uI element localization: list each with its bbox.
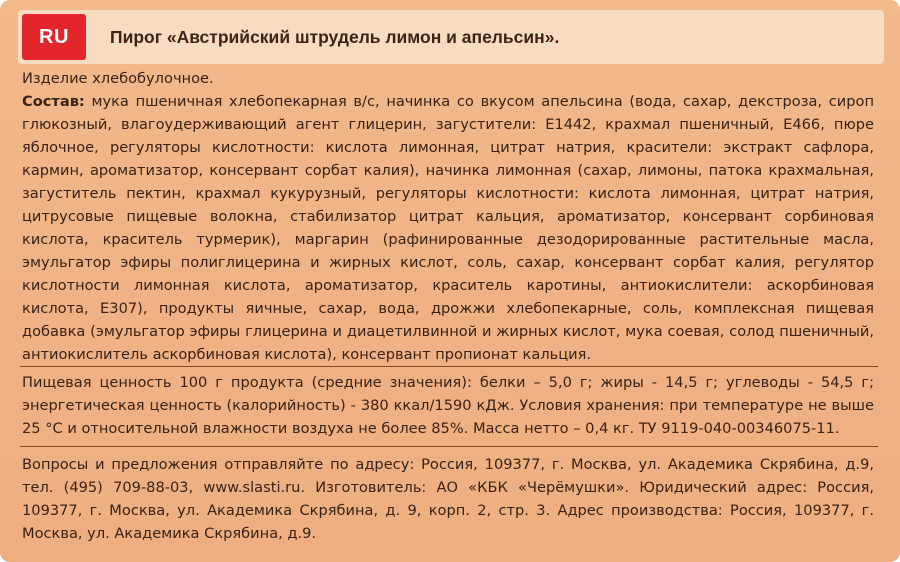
divider-line	[20, 446, 878, 447]
composition-block	[22, 67, 874, 366]
composition-text: мука пшеничная хлебопекарная в/с, начинка со вкусом апельсина (вода, сахар, декстроза, сироп глюкозный, влагоудерживающий агент глицерин, загустители: Е1442, крахмал пшеничный, Е466, пюре яблочное, регуляторы кислотности: кислота лимонная, цитрат натрия, красители: экстракт сафлора, кармин, ароматизатор, консервант сорбат калия), начинка лимонная (сахар, лимоны, патока крахмальная, загуститель пектин, крахмал кукурузный, регуляторы кислотности: кислота лимонная, цитрат натрия, цитрусовые пищевые волокна, стабилизатор цитрат кальция, ароматизатор, консервант сорбиновая кислота, краситель турмерик), маргарин (рафинированные дезодорированные растительные масла, эмульгатор эфиры полиглицерина и жирных кислот, соль, сахар, консервант сорбат калия, регулятор кислотности лимонная кислота, ароматизатор, краситель каротины, антиокислители: аскорбиновая кислота, Е307), продукты яичные, сахар, вода, дрожжи хлебопекарные, соль, комплексная пищевая добавка (эмульгатор эфиры глицерина и диацетилвинной и жирных кислот, мука соевая, солод пшеничный, антиокислитель аскорбиновая кислота), консервант пропионат кальция.	[22, 93, 874, 363]
product-title: Пирог «Австрийский штрудель лимон и апельсин».	[110, 27, 560, 47]
language-badge: RU	[22, 14, 86, 60]
contacts-text: Вопросы и предложения отправляйте по адресу: Россия, 109377, г. Москва, ул. Академика Скрябина, д.9, тел. (495) 709-88-03, www.slasti.ru. Изготовитель: АО «КБК «Черёмушки». Юридический адрес: Россия, 109377, г. Москва, ул. Академика Скрябина, д. 9, корп. 2, стр. 3. Адрес производства: Россия, 109377, г. Москва, ул. Академика Скрябина, д.9.	[22, 456, 874, 542]
contacts-block	[22, 453, 874, 545]
nutrition-block	[22, 371, 874, 440]
composition-paragraph	[22, 90, 874, 366]
product-type: Изделие хлебобулочное.	[22, 70, 214, 87]
divider-line	[20, 366, 878, 367]
nutrition-text: Пищевая ценность 100 г продукта (средние значения): белки – 5,0 г; жиры - 14,5 г; углеводы - 54,5 г; энергетическая ценность (калорийность) - 380 ккал/1590 кДж. Условия хранения: при температуре не выше 25 °С и относительной влажности воздуха не более 85%. Масса нетто – 0,4 кг. ТУ 9119-040-00346075-11.	[22, 374, 874, 437]
composition-label: Состав:	[22, 93, 85, 110]
